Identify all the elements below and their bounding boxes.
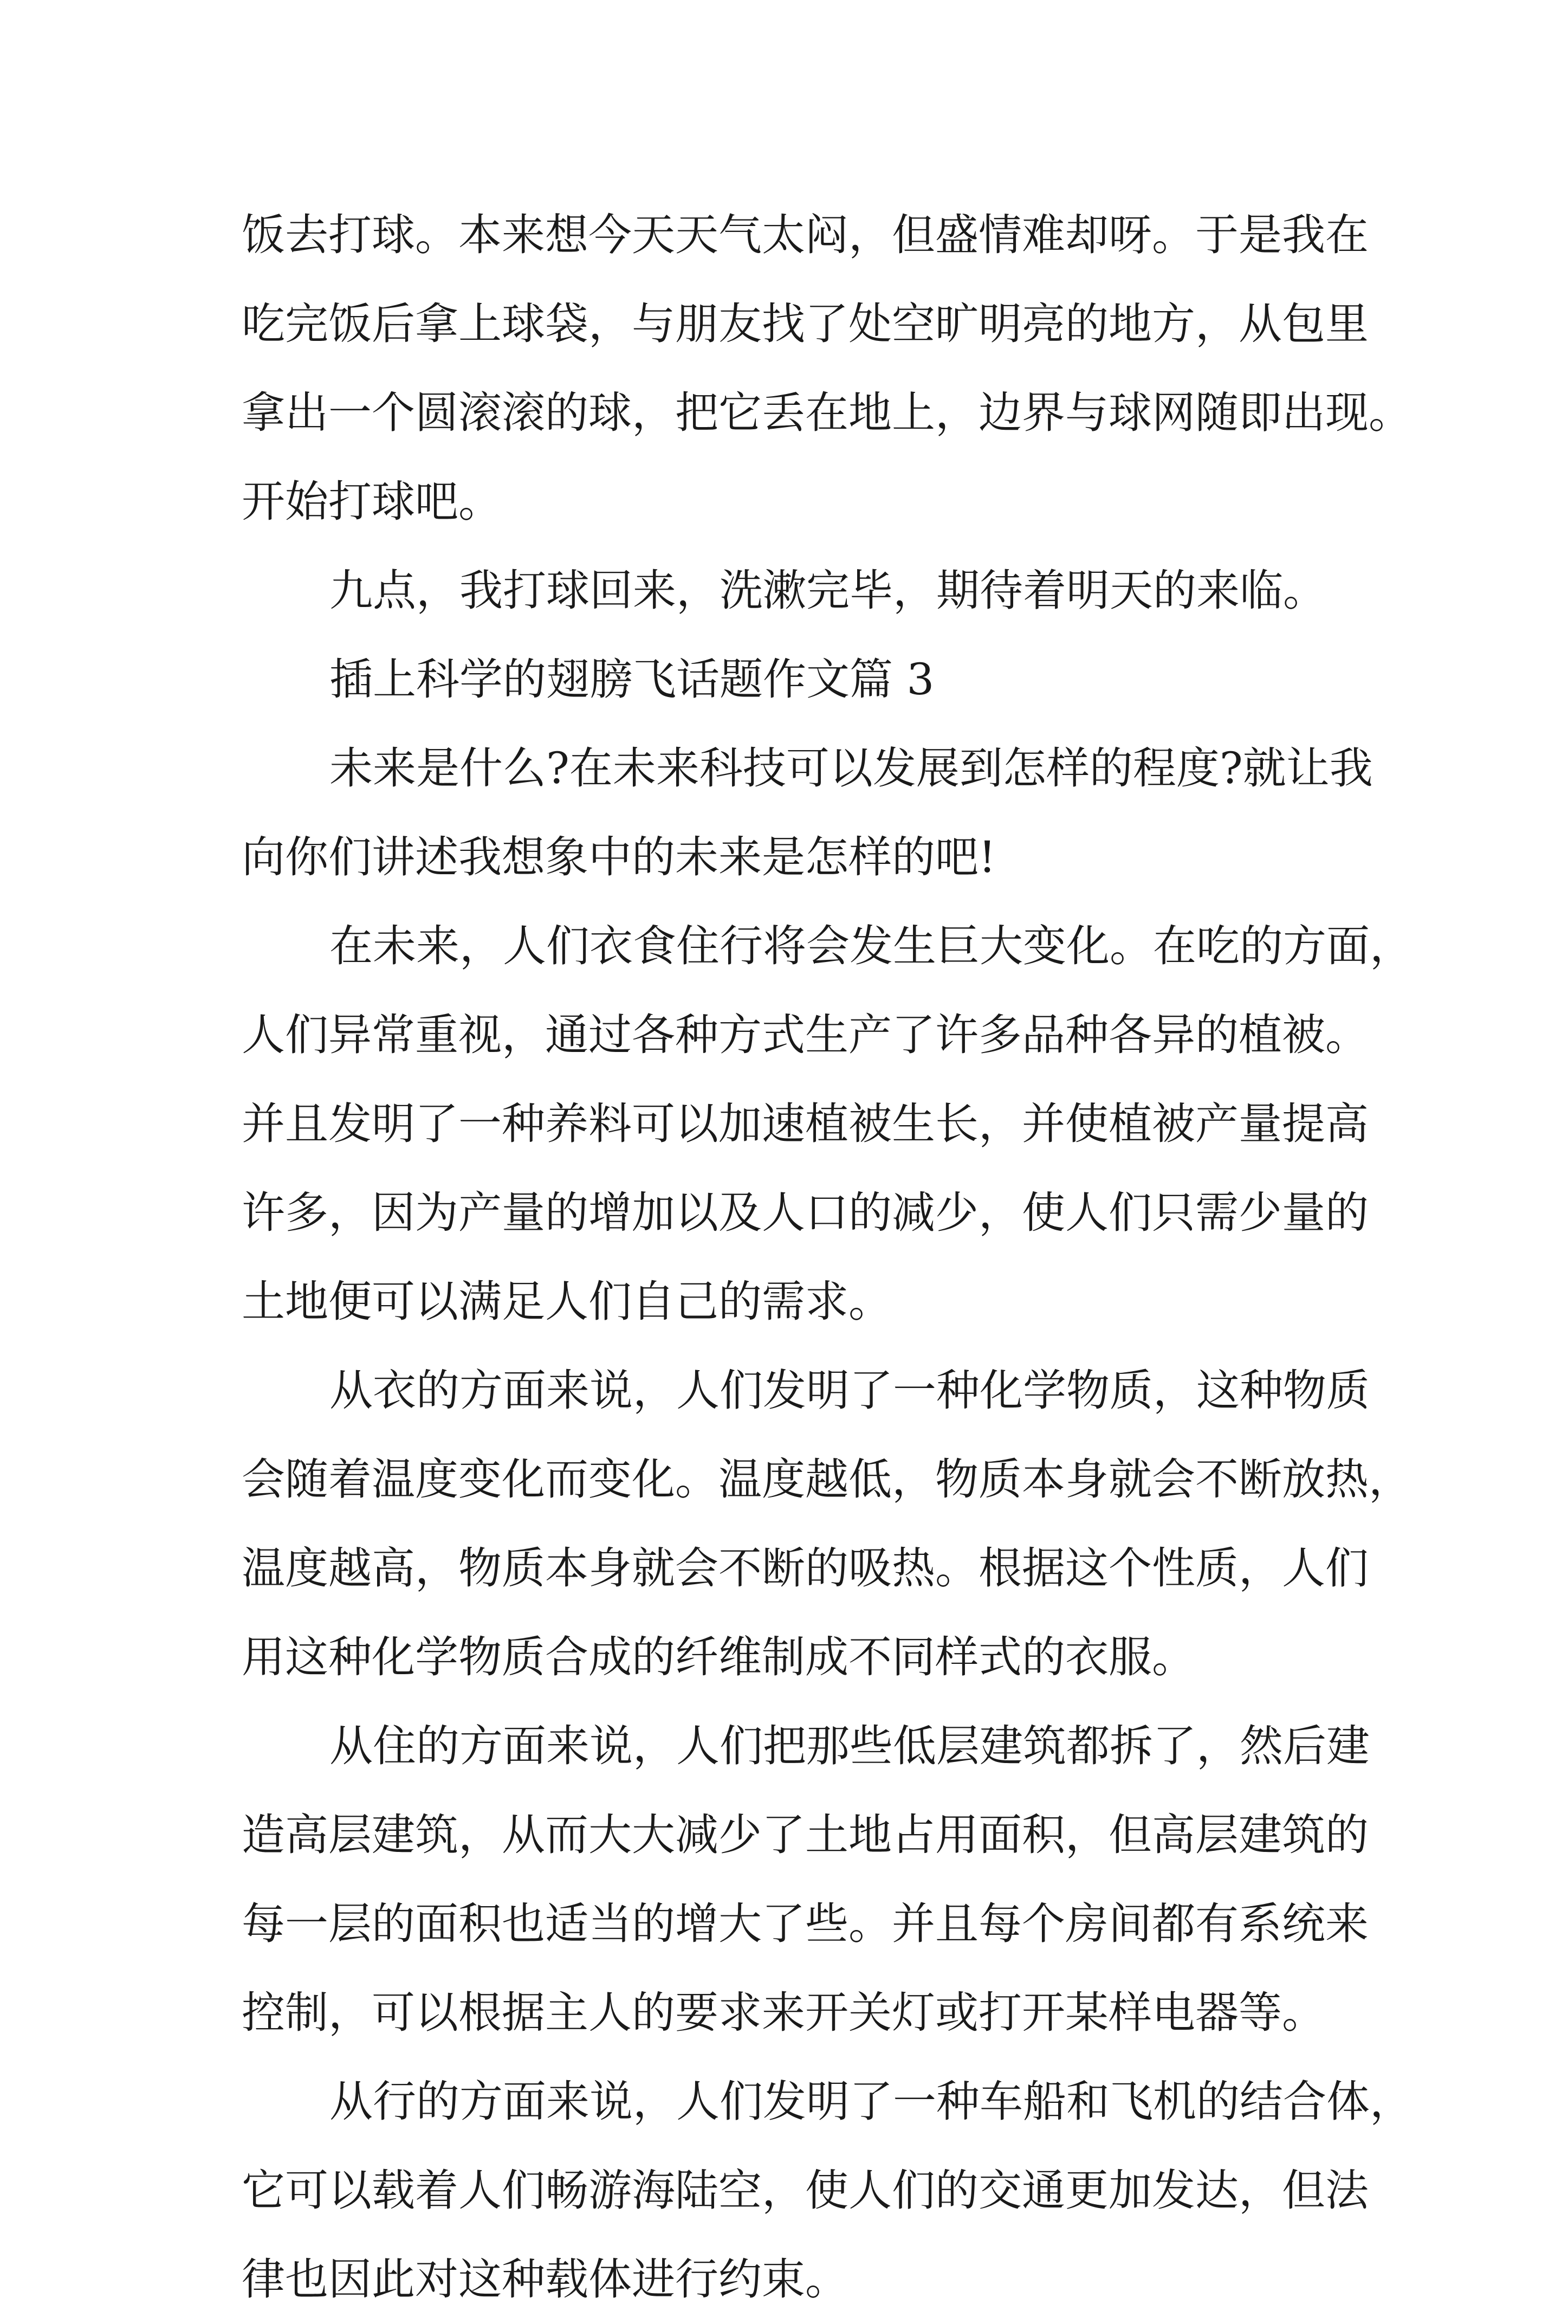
text-line: 从住的方面来说，人们把那些低层建筑都拆了，然后建	[329, 1721, 1370, 1771]
heading-text: 插上科学的翅膀飞话题作文篇 3	[329, 654, 935, 705]
text-line: 温度越高，物质本身就会不断的吸热。根据这个性质，人们	[242, 1543, 1369, 1593]
text-line: 它可以载着人们畅游海陆空，使人们的交通更加发达，但法	[242, 2165, 1369, 2216]
text-line: 律也因此对这种载体进行约束。	[242, 2254, 848, 2304]
text-line: 吃完饭后拿上球袋，与朋友找了处空旷明亮的地方，从包里	[242, 299, 1369, 349]
text-line: 用这种化学物质合成的纤维制成不同样式的衣服。	[242, 1632, 1195, 1682]
text-line: 控制，可以根据主人的要求来开关灯或打开某样电器等。	[242, 1987, 1325, 2038]
paragraph	[242, 191, 1412, 546]
text-line: 开始打球吧。	[242, 476, 502, 527]
text-line: 饭去打球。本来想今天天气太闷，但盛情难却呀。于是我在	[242, 210, 1369, 260]
text-line: 从行的方面来说，人们发明了一种车船和飞机的结合体，	[329, 2076, 1413, 2127]
text-line: 并且发明了一种养料可以加速植被生长，并使植被产量提高	[242, 1099, 1369, 1149]
text-line: 造高层建筑，从而大大减少了土地占用面积，但高层建筑的	[242, 1810, 1369, 1860]
document-body	[242, 191, 1413, 2324]
paragraph	[242, 1346, 1412, 1702]
text-line: 未来是什么?在未来科技可以发展到怎样的程度?就让我	[329, 743, 1373, 793]
text-line: 人们异常重视，通过各种方式生产了许多品种各异的植被。	[242, 1010, 1369, 1060]
text-line: 向你们讲述我想象中的未来是怎样的吧!	[242, 832, 996, 882]
text-line: 许多，因为产量的增加以及人口的减少，使人们只需少量的	[242, 1187, 1369, 1238]
text-line: 土地便可以满足人们自己的需求。	[242, 1276, 892, 1327]
paragraph	[242, 724, 1373, 902]
paragraph	[242, 546, 1347, 635]
paragraph	[242, 1702, 1370, 2057]
text-line: 拿出一个圆滚滚的球，把它丢在地上，边界与球网随即出现。	[242, 388, 1412, 438]
section-heading	[242, 635, 1347, 724]
text-line: 九点，我打球回来，洗漱完毕，期待着明天的来临。	[329, 565, 1326, 616]
paragraph	[242, 902, 1413, 1346]
text-line: 从衣的方面来说，人们发明了一种化学物质，这种物质	[329, 1365, 1370, 1416]
text-line: 每一层的面积也适当的增大了些。并且每个房间都有系统来	[242, 1899, 1369, 1949]
text-line: 在未来，人们衣食住行将会发生巨大变化。在吃的方面，	[329, 921, 1413, 971]
text-line: 会随着温度变化而变化。温度越低，物质本身就会不断放热，	[242, 1454, 1412, 1505]
paragraph	[242, 2057, 1413, 2324]
